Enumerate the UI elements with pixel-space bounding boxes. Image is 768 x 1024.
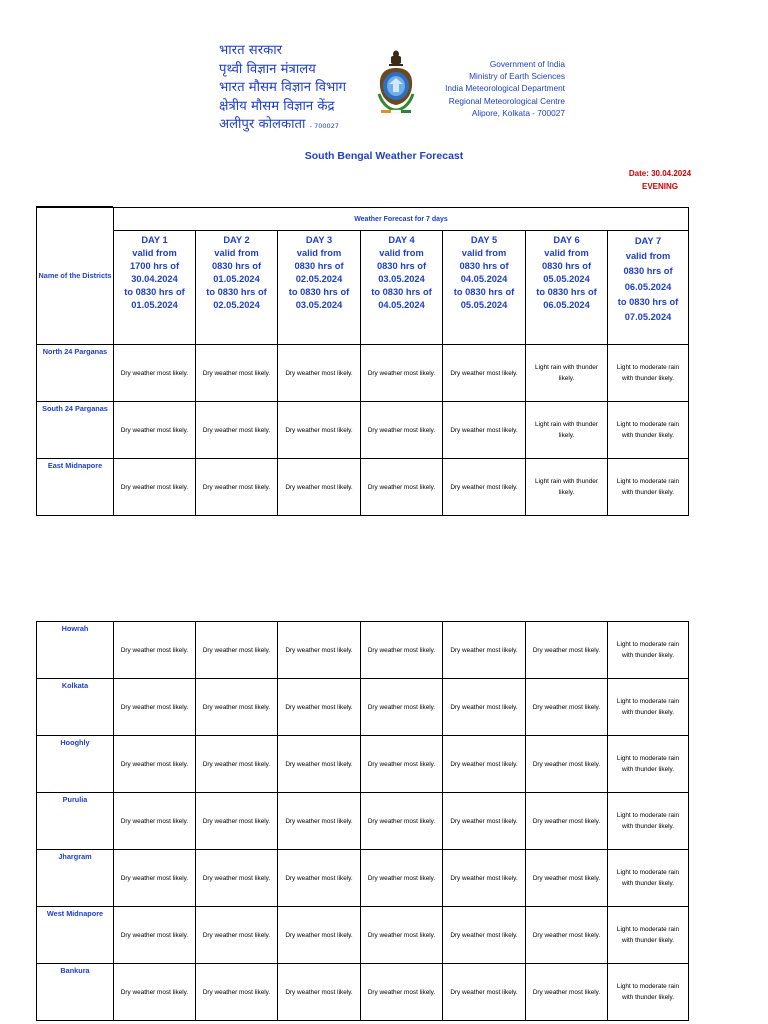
forecast-cell: Dry weather most likely. xyxy=(443,345,526,402)
forecast-cell: Dry weather most likely. xyxy=(443,622,526,679)
forecast-cell: Dry weather most likely. xyxy=(114,964,196,1021)
forecast-cell: Dry weather most likely. xyxy=(361,679,443,736)
day-header-line: to 0830 hrs of xyxy=(206,287,267,297)
forecast-table xyxy=(36,207,689,516)
district-name: North 24 Parganas xyxy=(37,345,114,402)
district-name: Kolkata xyxy=(37,679,114,736)
forecast-cell: Dry weather most likely. xyxy=(443,736,526,793)
day-header-line: 30.04.2024 xyxy=(131,274,178,284)
day-header-6 xyxy=(526,231,608,345)
table-row xyxy=(37,679,689,736)
district-name: East Midnapore xyxy=(37,459,114,516)
forecast-cell: Dry weather most likely. xyxy=(278,679,361,736)
forecast-cell: Light rain with thunder likely. xyxy=(526,402,608,459)
forecast-cell: Dry weather most likely. xyxy=(526,679,608,736)
forecast-cell: Dry weather most likely. xyxy=(278,793,361,850)
hindi-line: क्षेत्रीय मौसम विज्ञान केंद्र xyxy=(219,98,335,114)
day-header-line: 05.05.2024 xyxy=(543,274,590,284)
forecast-cell: Light to moderate rain with thunder likely. xyxy=(608,736,689,793)
hindi-line: पृथ्वी विज्ञान मंत्रालय xyxy=(219,61,316,77)
day-header-line: 01.05.2024 xyxy=(131,300,178,310)
forecast-cell: Dry weather most likely. xyxy=(361,850,443,907)
day-header-line: DAY 5 xyxy=(470,235,498,245)
day-header-5 xyxy=(443,231,526,345)
forecast-cell: Dry weather most likely. xyxy=(196,907,278,964)
day-header-2 xyxy=(196,231,278,345)
forecast-cell: Light to moderate rain with thunder likely. xyxy=(608,459,689,516)
day-header-line: 0830 hrs of xyxy=(294,261,344,271)
forecast-cell: Dry weather most likely. xyxy=(196,964,278,1021)
forecast-cell: Dry weather most likely. xyxy=(526,622,608,679)
district-name: South 24 Parganas xyxy=(37,402,114,459)
forecast-cell: Dry weather most likely. xyxy=(278,622,361,679)
forecast-cell: Dry weather most likely. xyxy=(526,964,608,1021)
day-header-line: valid from xyxy=(461,248,507,258)
table-row xyxy=(37,964,689,1021)
day-header-line: DAY 2 xyxy=(223,235,250,245)
forecast-cell: Light to moderate rain with thunder likely. xyxy=(608,964,689,1021)
day-header-line: 07.05.2024 xyxy=(624,312,672,323)
day-header-line: DAY 1 xyxy=(141,235,168,245)
day-header-line: 0830 hrs of xyxy=(376,261,427,271)
day-header-line: to 0830 hrs of xyxy=(124,287,185,297)
forecast-cell: Dry weather most likely. xyxy=(196,679,278,736)
forecast-cell: Dry weather most likely. xyxy=(278,736,361,793)
forecast-cell: Dry weather most likely. xyxy=(361,622,443,679)
forecast-cell: Dry weather most likely. xyxy=(114,679,196,736)
day-header-line: valid from xyxy=(214,248,259,258)
session-label: EVENING xyxy=(641,182,678,191)
forecast-cell: Dry weather most likely. xyxy=(196,793,278,850)
day-header-line: 0830 hrs of xyxy=(623,266,673,277)
day-header-line: 02.05.2024 xyxy=(213,300,260,310)
day-header-line: to 0830 hrs of xyxy=(453,287,515,297)
day-header-line: 0830 hrs of xyxy=(459,261,509,271)
table-row xyxy=(37,736,689,793)
hindi-line: भारत सरकार xyxy=(219,43,283,58)
forecast-cell: Dry weather most likely. xyxy=(443,459,526,516)
forecast-cell: Light to moderate rain with thunder likely. xyxy=(608,679,689,736)
english-line: Ministry of Earth Sciences xyxy=(469,71,565,82)
day-header-line: 02.05.2024 xyxy=(295,274,343,284)
day-header-line: 01.05.2024 xyxy=(213,274,260,284)
forecast-cell: Dry weather most likely. xyxy=(526,736,608,793)
district-name: Jhargram xyxy=(37,850,114,907)
hindi-line: भारत मौसम विज्ञान विभाग xyxy=(219,80,347,96)
forecast-cell: Dry weather most likely. xyxy=(278,850,361,907)
day-header-line: to 0830 hrs of xyxy=(617,296,679,307)
forecast-cell: Dry weather most likely. xyxy=(443,907,526,964)
date-block xyxy=(610,167,710,193)
day-header-line: DAY 3 xyxy=(305,235,333,245)
forecast-cell: Dry weather most likely. xyxy=(361,459,443,516)
day-header-line: valid from xyxy=(379,248,424,258)
district-name: Hooghly xyxy=(37,736,114,793)
table-row xyxy=(37,907,689,964)
forecast-cell: Dry weather most likely. xyxy=(196,850,278,907)
forecast-cell: Dry weather most likely. xyxy=(278,459,361,516)
forecast-cell: Dry weather most likely. xyxy=(114,736,196,793)
forecast-cell: Light to moderate rain with thunder likely. xyxy=(608,402,689,459)
hindi-pin: - 700027 xyxy=(309,122,339,131)
forecast-cell: Dry weather most likely. xyxy=(361,793,443,850)
forecast-cell: Dry weather most likely. xyxy=(443,402,526,459)
forecast-cell: Dry weather most likely. xyxy=(196,402,278,459)
district-name: Purulia xyxy=(37,793,114,850)
day-header-line: 0830 hrs of xyxy=(211,261,262,271)
forecast-cell: Dry weather most likely. xyxy=(114,793,196,850)
forecast-cell: Dry weather most likely. xyxy=(278,907,361,964)
forecast-cell: Light to moderate rain with thunder likely. xyxy=(608,622,689,679)
table-row xyxy=(37,622,689,679)
day-header-line: to 0830 hrs of xyxy=(371,287,432,297)
forecast-cell: Dry weather most likely. xyxy=(196,622,278,679)
day-header-3 xyxy=(278,231,361,345)
day-header-line: DAY 4 xyxy=(388,235,415,245)
forecast-cell: Dry weather most likely. xyxy=(443,850,526,907)
day-header-line: DAY 6 xyxy=(553,235,580,245)
day-header-line: 1700 hrs of xyxy=(129,261,180,271)
forecast-cell: Dry weather most likely. xyxy=(361,907,443,964)
hindi-city: अलीपुर कोलकाता xyxy=(219,117,306,133)
hindi-letterhead xyxy=(219,42,369,136)
forecast-cell: Dry weather most likely. xyxy=(114,622,196,679)
forecast-cell: Dry weather most likely. xyxy=(114,907,196,964)
day-header-line: valid from xyxy=(625,251,671,262)
forecast-period-header: Weather Forecast for 7 days xyxy=(114,208,689,231)
hindi-line xyxy=(219,116,369,136)
forecast-cell: Dry weather most likely. xyxy=(278,402,361,459)
day-header-line: to 0830 hrs of xyxy=(536,287,597,297)
day-header-line: to 0830 hrs of xyxy=(288,287,350,297)
table-row xyxy=(37,850,689,907)
imd-emblem-icon xyxy=(369,48,423,120)
forecast-cell: Dry weather most likely. xyxy=(443,964,526,1021)
table-row xyxy=(37,793,689,850)
forecast-cell: Dry weather most likely. xyxy=(361,964,443,1021)
forecast-cell: Dry weather most likely. xyxy=(526,907,608,964)
table-row xyxy=(37,345,689,402)
forecast-cell: Dry weather most likely. xyxy=(114,459,196,516)
day-header-line: 05.05.2024 xyxy=(460,300,508,310)
forecast-cell: Light to moderate rain with thunder likely. xyxy=(608,907,689,964)
day-header-1 xyxy=(114,231,196,345)
forecast-cell: Dry weather most likely. xyxy=(114,850,196,907)
forecast-cell: Dry weather most likely. xyxy=(443,793,526,850)
day-header-line: valid from xyxy=(132,248,177,258)
day-header-line: 03.05.2024 xyxy=(295,300,343,310)
forecast-cell: Dry weather most likely. xyxy=(278,345,361,402)
forecast-cell: Dry weather most likely. xyxy=(278,964,361,1021)
forecast-cell: Dry weather most likely. xyxy=(114,345,196,402)
table-row xyxy=(37,402,689,459)
forecast-cell: Dry weather most likely. xyxy=(361,345,443,402)
day-header-line: 0830 hrs of xyxy=(541,261,592,271)
district-name: Bankura xyxy=(37,964,114,1021)
forecast-cell: Light to moderate rain with thunder likely. xyxy=(608,850,689,907)
forecast-cell: Dry weather most likely. xyxy=(196,459,278,516)
day-header-line: 06.05.2024 xyxy=(624,281,672,292)
forecast-cell: Dry weather most likely. xyxy=(361,736,443,793)
forecast-cell: Dry weather most likely. xyxy=(361,402,443,459)
forecast-cell: Light rain with thunder likely. xyxy=(526,345,608,402)
date-label: Date: 30.04.2024 xyxy=(628,169,692,178)
day-header-line: DAY 7 xyxy=(634,236,662,246)
day-header-line: valid from xyxy=(544,248,589,258)
page-title: South Bengal Weather Forecast xyxy=(304,150,464,162)
forecast-cell: Light rain with thunder likely. xyxy=(526,459,608,516)
day-header-line: 03.05.2024 xyxy=(378,274,425,284)
forecast-cell: Dry weather most likely. xyxy=(114,402,196,459)
forecast-cell: Light to moderate rain with thunder likely. xyxy=(608,345,689,402)
forecast-cell: Light to moderate rain with thunder likely. xyxy=(608,793,689,850)
day-header-line: 04.05.2024 xyxy=(460,274,508,284)
english-line: Alipore, Kolkata - 700027 xyxy=(471,107,565,118)
forecast-cell: Dry weather most likely. xyxy=(443,679,526,736)
day-header-line: 06.05.2024 xyxy=(543,300,590,310)
english-line: Government of India xyxy=(489,59,565,69)
district-name: West Midnapore xyxy=(37,907,114,964)
district-column-header: Name of the Districts xyxy=(37,208,114,345)
day-header-7 xyxy=(608,231,689,345)
forecast-table-continued xyxy=(36,621,689,1021)
forecast-cell: Dry weather most likely. xyxy=(526,793,608,850)
forecast-cell: Dry weather most likely. xyxy=(526,850,608,907)
forecast-cell: Dry weather most likely. xyxy=(196,345,278,402)
district-name: Howrah xyxy=(37,622,114,679)
english-line: India Meteorological Department xyxy=(445,83,565,94)
day-header-4 xyxy=(361,231,443,345)
day-header-line: 04.05.2024 xyxy=(378,300,425,310)
day-header-line: valid from xyxy=(296,248,342,258)
english-line: Regional Meteorological Centre xyxy=(448,95,565,106)
english-letterhead xyxy=(424,58,565,119)
table-row xyxy=(37,459,689,516)
forecast-cell: Dry weather most likely. xyxy=(196,736,278,793)
